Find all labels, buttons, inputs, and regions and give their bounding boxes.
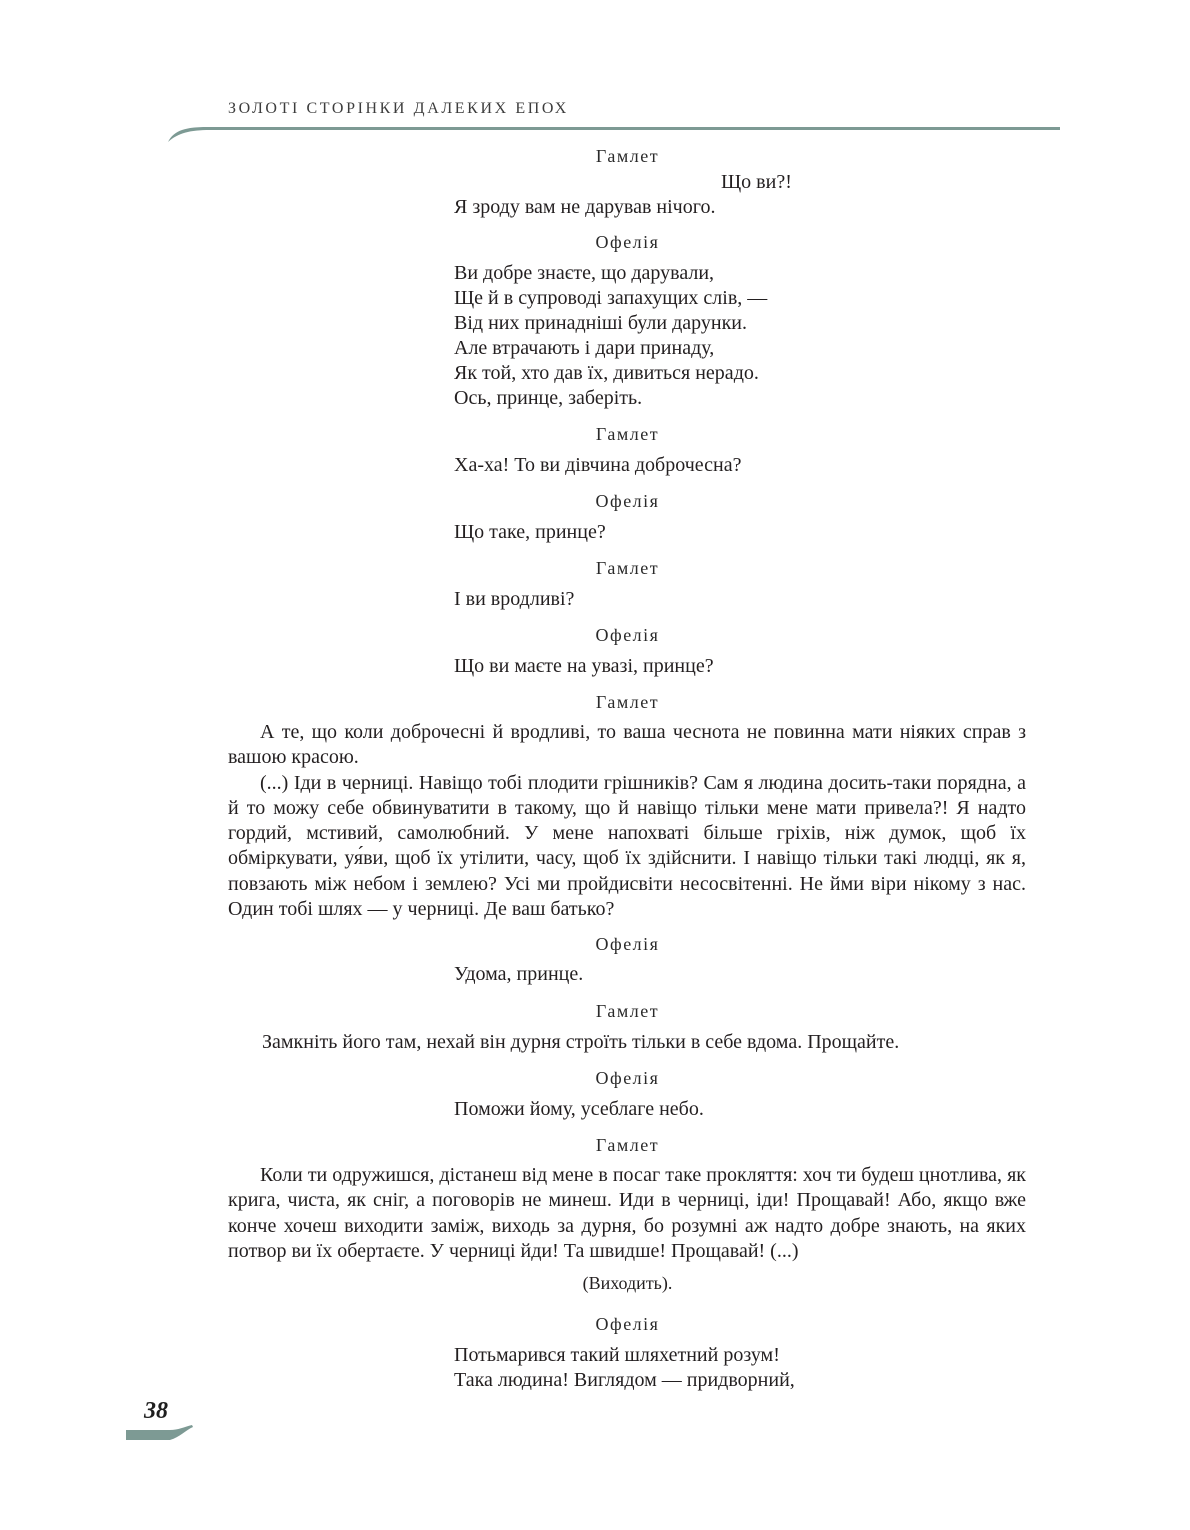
speaker-name: Гамлет — [595, 1001, 660, 1021]
speaker-name: Гамлет — [595, 692, 660, 712]
speaker-name: Гамлет — [595, 558, 660, 578]
speaker-name: Офелія — [595, 1068, 660, 1088]
dialogue-line: Що ви маєте на увазі, принце? — [454, 655, 714, 677]
prose-paragraph: А те, що коли доброчесні й вродливі, то ваша чеснота не повинна мати ніяких справ з вашою красою. — [228, 721, 1026, 769]
verse-line: Як той, хто дав їх, дивиться нерадо. — [454, 362, 759, 384]
dialogue-line: Замкніть його там, нехай він дурня строїть тільки в себе вдома. Прощайте. — [262, 1031, 900, 1053]
verse-line: Але втрачають і дари принаду, — [454, 337, 715, 359]
speaker-name: Гамлет — [595, 424, 660, 444]
prose-block — [228, 1163, 1026, 1264]
speaker-name: Офелія — [595, 232, 660, 252]
dialogue-line: Удома, принце. — [454, 963, 584, 985]
dialogue-line: Поможи йому, усеблаге небо. — [454, 1098, 704, 1120]
verse-line: Від них принадніші були дарунки. — [454, 312, 747, 334]
verse-line: Ще й в супроводі запахущих слів, — — [454, 287, 768, 309]
speaker-name: Офелія — [595, 625, 660, 645]
page-number: 38 — [144, 1398, 168, 1424]
verse-line: Потьмарився такий шляхетний розум! — [454, 1344, 780, 1366]
dialogue-line: Я зроду вам не дарував нічого. — [454, 196, 716, 218]
speaker-name: Гамлет — [595, 146, 660, 166]
page-number-ornament — [126, 1424, 196, 1446]
speaker-name: Офелія — [595, 1314, 660, 1334]
speaker-name: Офелія — [595, 934, 660, 954]
dialogue-line: Що ви?! — [721, 171, 792, 193]
prose-paragraph: (...) Іди в черниці. Навіщо тобі плодити грішників? Сам я людина досить-таки порядна, а й то можу себе обвинуватити в такому, що й навіщо тільки мене мати привела?! Я надто гордий, мстивий, самолюбний. У мене напохваті більше гріхів, ніж думок, щоб їх обміркувати, уя́ви, щоб їх утілити, часу, щоб їх здійснити. І навіщо тільки такі людці, як я, повзають між небом і землею? Усі ми пройдисвіти несосвітенні. Не йми віри нікому з нас. Один тобі шлях — у черниці. Де ваш батько? — [228, 771, 1026, 921]
verse-line: Ви добре знаєте, що дарували, — [454, 262, 715, 284]
speaker-name: Офелія — [595, 491, 660, 511]
prose-paragraph: Коли ти одружишся, дістанеш від мене в посаг таке прокляття: хоч ти будеш цнотлива, як крига, чиста, як сніг, а поговорів не минеш. Иди в черниці, іди! Прощавай! Або, якщо вже конче хочеш виходити заміж, виходь за дурня, бо розумні аж надто добре знають, на яких потвор ви їх обертаєте. У черниці йди! Та швидше! Прощавай! (...) — [228, 1164, 1026, 1262]
dialogue-line: Ха-ха! То ви дівчина доброчесна? — [454, 454, 742, 476]
dialogue-line: Що таке, принце? — [454, 521, 606, 543]
stage-direction: (Виходить). — [582, 1273, 673, 1293]
verse-line: Ось, принце, заберіть. — [454, 387, 643, 409]
prose-block — [228, 720, 1026, 922]
header-rule — [166, 122, 1066, 146]
speaker-name: Гамлет — [595, 1135, 660, 1155]
verse-line: Така людина! Виглядом — придворний, — [454, 1369, 795, 1391]
running-head: ЗОЛОТІ СТОРІНКИ ДАЛЕКИХ ЕПОХ — [228, 100, 569, 117]
dialogue-line: І ви вродливі? — [454, 588, 575, 610]
